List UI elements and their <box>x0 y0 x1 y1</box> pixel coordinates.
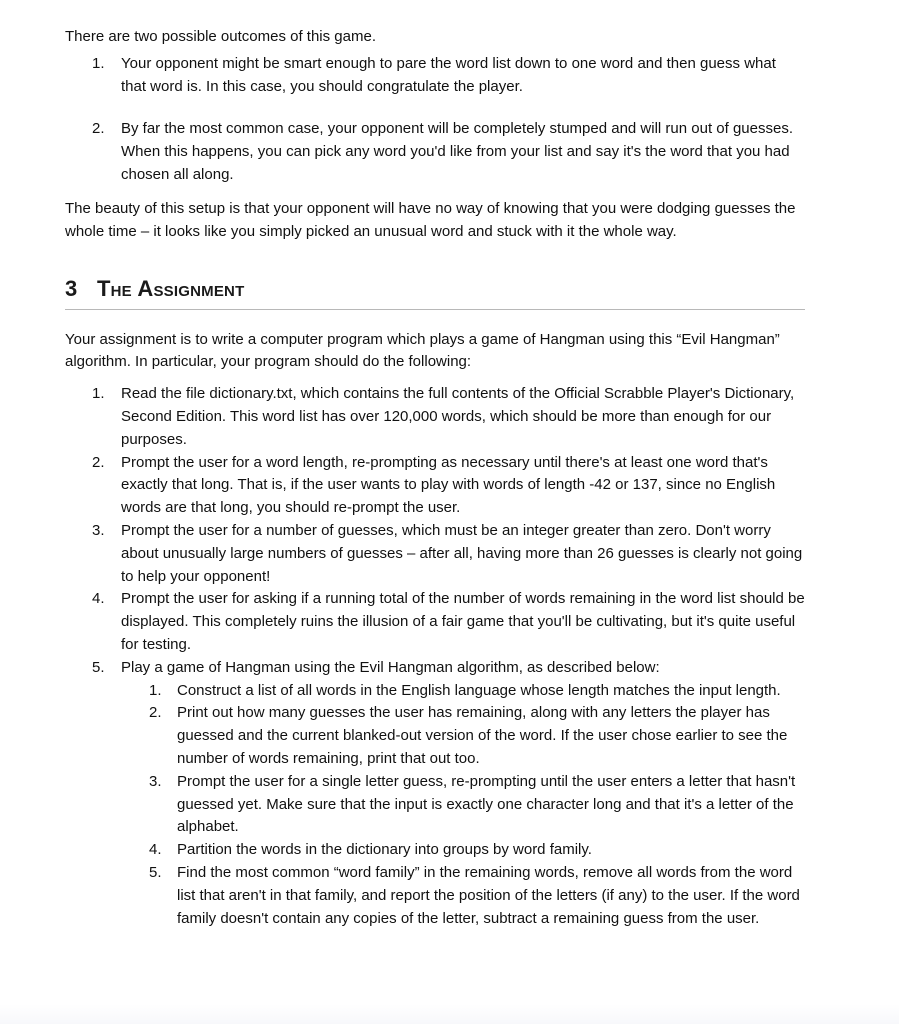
substep-text: Find the most common “word family” in the remaining words, remove all words from the word list that aren't in that family, and report the position of the letters (if any) to the user. If the word family doesn't contain any copies of the letter, subtract a remaining guess from the user. <box>177 863 800 927</box>
section-number: 3 <box>65 276 78 302</box>
page-bottom-fade <box>0 1004 899 1024</box>
outcome-item <box>65 53 805 99</box>
step-text: Prompt the user for a number of guesses, which must be an integer greater than zero. Don't worry about unusually large numbers of guesses – after all, having more than 26 guesses is clearly not going to help your opponent! <box>121 522 803 585</box>
step-number: 3. <box>92 522 105 539</box>
outcome-text: By far the most common case, your opponent will be completely stumped and will run out of guesses. When this happens, you can pick any word you'd like from your list and say it's the word that you had chosen all along. <box>121 120 794 183</box>
substep-item <box>121 839 805 862</box>
substep-text: Partition the words in the dictionary into groups by word family. <box>177 841 592 859</box>
substep-item <box>121 862 805 930</box>
section-title: The Assignment <box>97 276 245 302</box>
substep-item <box>121 702 805 770</box>
beauty-paragraph: The beauty of this setup is that your opponent will have no way of knowing that you were dodging guesses the whole time – it looks like you simply picked an unusual word and stuck with it the whole way. <box>65 199 796 240</box>
step-number: 1. <box>92 385 105 403</box>
step-item <box>65 588 805 656</box>
step-number: 5. <box>92 658 105 676</box>
step-number: 4. <box>92 590 105 608</box>
step-text: Play a game of Hangman using the Evil Hangman algorithm, as described below: <box>121 658 660 676</box>
document-page <box>65 26 805 930</box>
section-heading <box>65 275 805 310</box>
outcomes-intro: There are two possible outcomes of this game. <box>65 28 376 45</box>
step-item <box>65 383 805 451</box>
step-text: Read the file dictionary.txt, which contains the full contents of the Official Scrabble Player's Dictionary, Second Edition. This word list has over 120,000 words, which should be more than enough for our purposes. <box>121 385 795 448</box>
substep-item <box>121 771 805 839</box>
step-item <box>65 657 805 931</box>
substep-number: 3. <box>149 772 162 790</box>
step-item <box>65 520 805 588</box>
step-number: 2. <box>92 453 105 471</box>
outcome-text: Your opponent might be smart enough to pare the word list down to one word and then guess what that word is. In this case, you should congratulate the player. <box>121 54 776 95</box>
steps-list <box>65 383 805 930</box>
substep-number: 5. <box>149 863 162 881</box>
substep-item <box>121 680 805 703</box>
step-text: Prompt the user for asking if a running total of the number of words remaining in the word list should be displayed. This completely ruins the illusion of a fair game that you'll be cultivating, but it's quite useful for testing. <box>121 590 805 653</box>
substep-text: Construct a list of all words in the English language whose length matches the input length. <box>177 681 781 699</box>
substep-number: 4. <box>149 841 162 859</box>
substep-number: 2. <box>149 704 162 722</box>
outcome-number: 1. <box>92 54 105 72</box>
step-text: Prompt the user for a word length, re-prompting as necessary until there's at least one word that's exactly that long. That is, if the user wants to play with words of length -42 or 137, since no English words are that long, you should re-prompt the user. <box>121 453 776 517</box>
outcome-item <box>65 118 805 186</box>
assignment-intro: Your assignment is to write a computer program which plays a game of Hangman using this “Evil Hangman” algorithm. In particular, your program should do the following: <box>65 330 780 371</box>
substep-text: Print out how many guesses the user has remaining, along with any letters the player has guessed and the current blanked-out version of the word. If the user chose earlier to see the number of words remaining, print that out too. <box>177 704 788 767</box>
substeps-container <box>121 680 805 931</box>
step-item <box>65 452 805 520</box>
substeps-list <box>121 680 805 931</box>
substep-number: 1. <box>149 681 162 699</box>
substep-text: Prompt the user for a single letter guess, re-prompting until the user enters a letter that hasn't guessed yet. Make sure that the input is exactly one character long and that it's a letter of the alphabet. <box>177 772 796 836</box>
outcomes-list <box>65 53 805 187</box>
outcome-number: 2. <box>92 120 105 138</box>
